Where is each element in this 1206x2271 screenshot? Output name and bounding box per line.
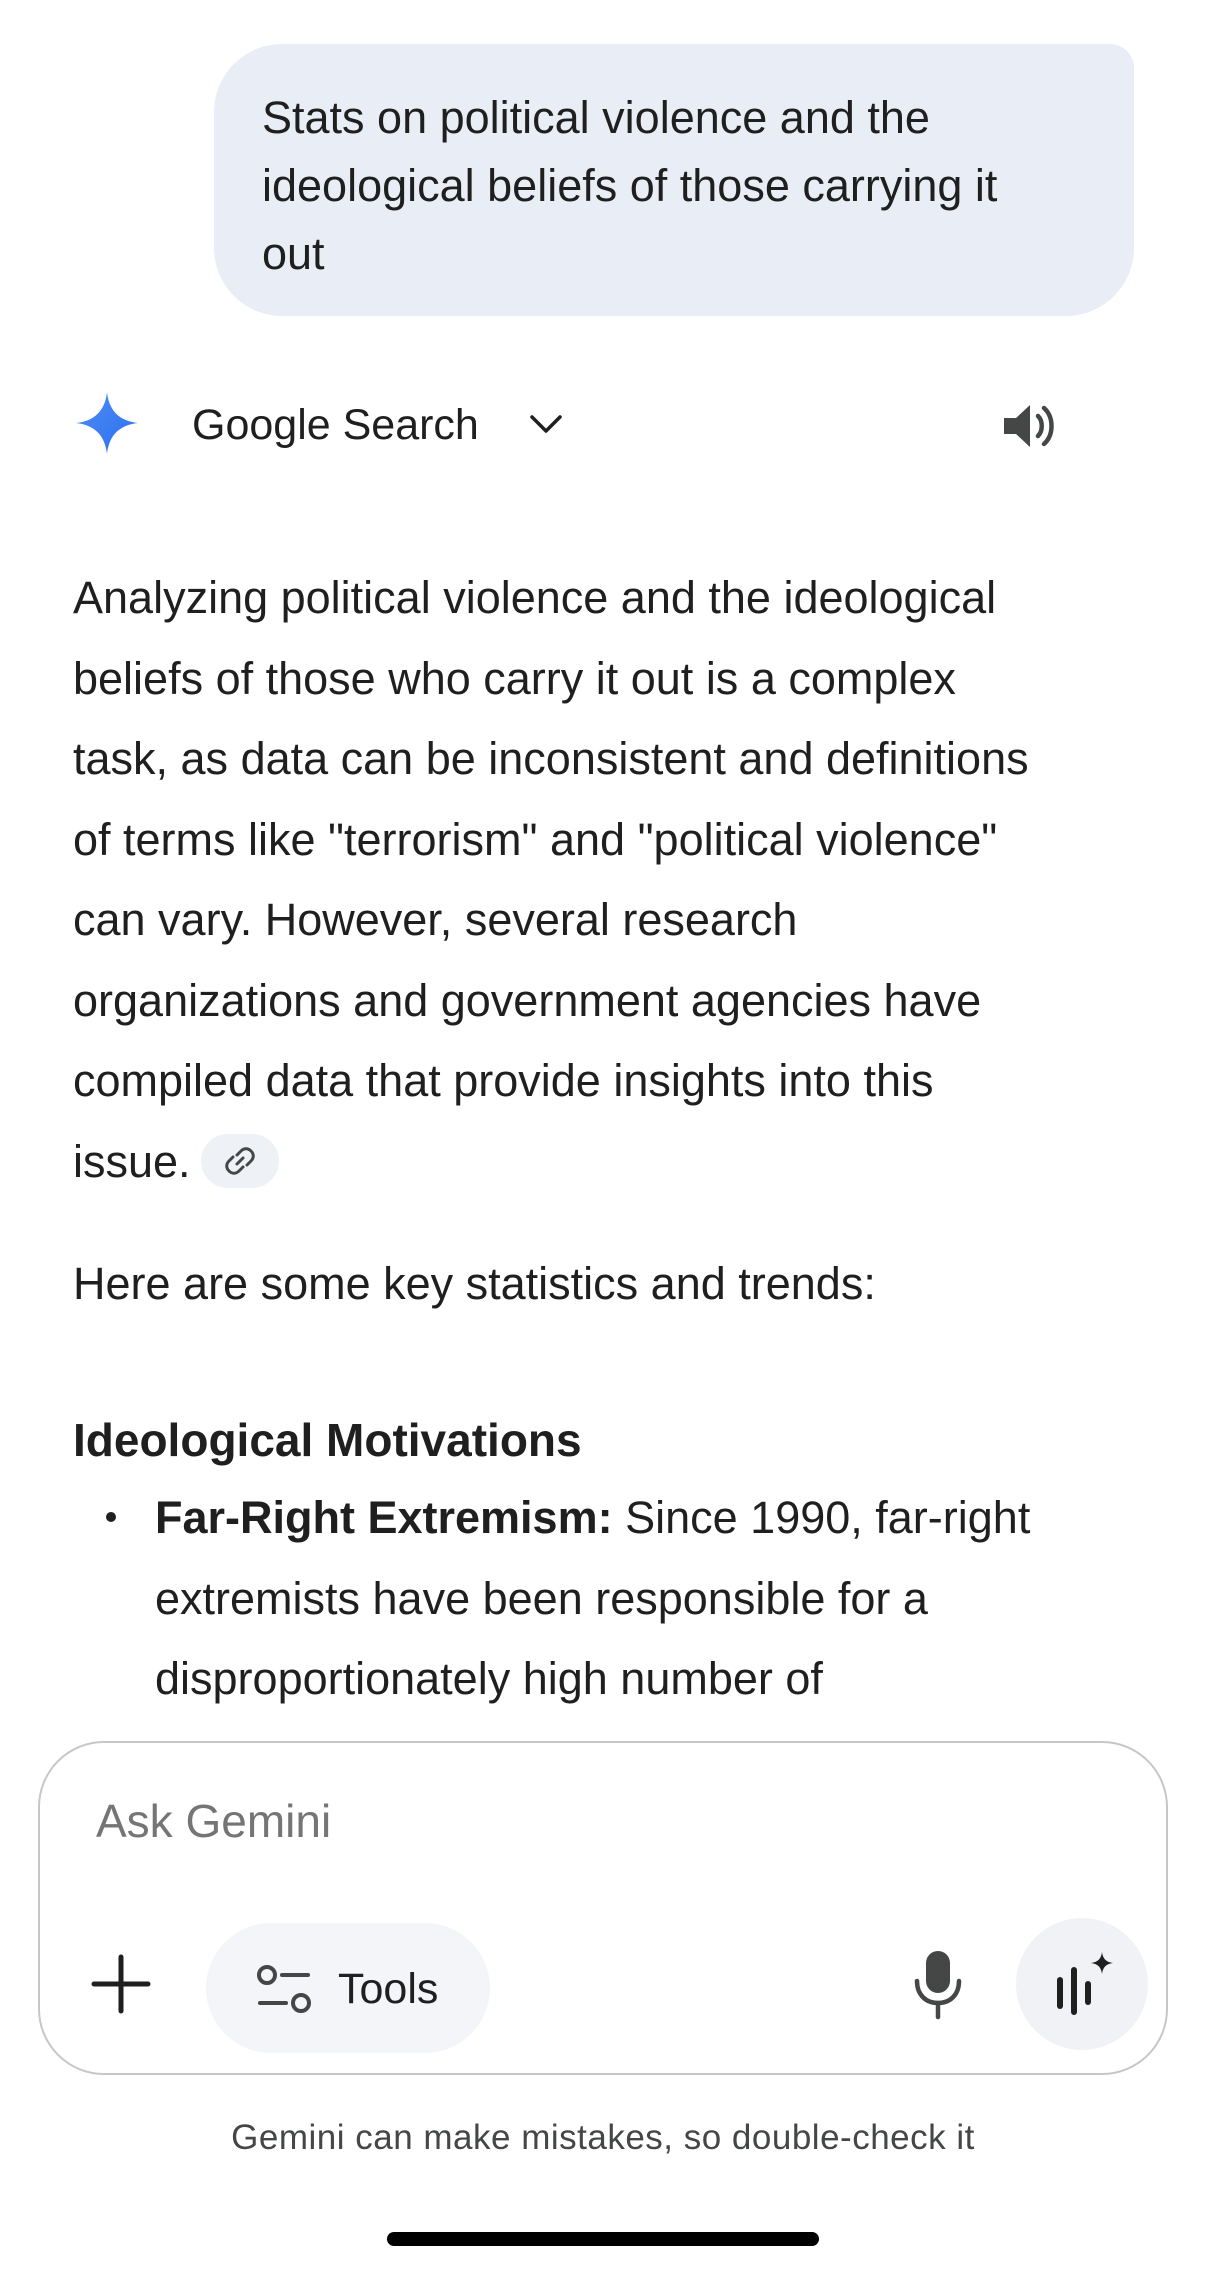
home-indicator[interactable]: [387, 2232, 819, 2246]
tools-sliders-icon: [256, 1963, 312, 2015]
response-line-last: [73, 1122, 1133, 1203]
tools-button[interactable]: [206, 1923, 490, 2053]
live-waveform-icon: [1052, 1950, 1116, 2016]
bullet-dot: [106, 1512, 116, 1522]
disclaimer-text: Gemini can make mistakes, so double-check it: [231, 2118, 975, 2157]
bullet-line: [155, 1478, 1135, 1559]
prompt-composer: [38, 1741, 1168, 2075]
mic-icon[interactable]: [910, 1949, 966, 2021]
chevron-down-icon[interactable]: [528, 406, 564, 442]
response-line: of terms like "terrorism" and "political violence": [73, 813, 998, 865]
user-prompt-bubble: [214, 44, 1134, 316]
speaker-icon[interactable]: [998, 394, 1062, 458]
response-line: organizations and government agencies have: [73, 974, 982, 1026]
user-prompt-line: ideological beliefs of those carrying it: [262, 160, 998, 211]
live-button[interactable]: [1016, 1918, 1148, 2050]
user-prompt-line: Stats on political violence and the: [262, 92, 930, 143]
response-paragraph: [73, 558, 1133, 1202]
bullet-line: extremists have been responsible for a: [155, 1572, 928, 1624]
link-icon: [223, 1144, 257, 1178]
response-line: compiled data that provide insights into this: [73, 1055, 934, 1106]
bullet-line-rest: Since 1990, far-right: [612, 1492, 1031, 1543]
ask-gemini-input[interactable]: [96, 1791, 996, 1851]
bullet-text: [155, 1478, 1135, 1720]
response-line: can vary. However, several research: [73, 894, 798, 945]
source-link-chip[interactable]: [201, 1134, 279, 1188]
response-line: beliefs of those who carry it out is a complex: [73, 652, 956, 704]
section-heading: Ideological Motivations: [73, 1414, 582, 1466]
gemini-sparkle-icon: [74, 390, 140, 456]
response-line: issue.: [73, 1135, 191, 1187]
response-header: [0, 380, 1206, 470]
user-prompt-line: out: [262, 228, 325, 279]
key-stats-intro: Here are some key statistics and trends:: [73, 1258, 876, 1309]
source-selector-label[interactable]: Google Search: [192, 401, 479, 449]
bullet-label: Far-Right Extremism:: [155, 1492, 613, 1543]
response-line: task, as data can be inconsistent and definitions: [73, 733, 1029, 784]
plus-icon[interactable]: [88, 1951, 154, 2017]
tools-label: Tools: [338, 1965, 439, 2013]
response-line: Analyzing political violence and the ideological: [73, 572, 997, 623]
bullet-line: disproportionately high number of: [155, 1653, 823, 1704]
